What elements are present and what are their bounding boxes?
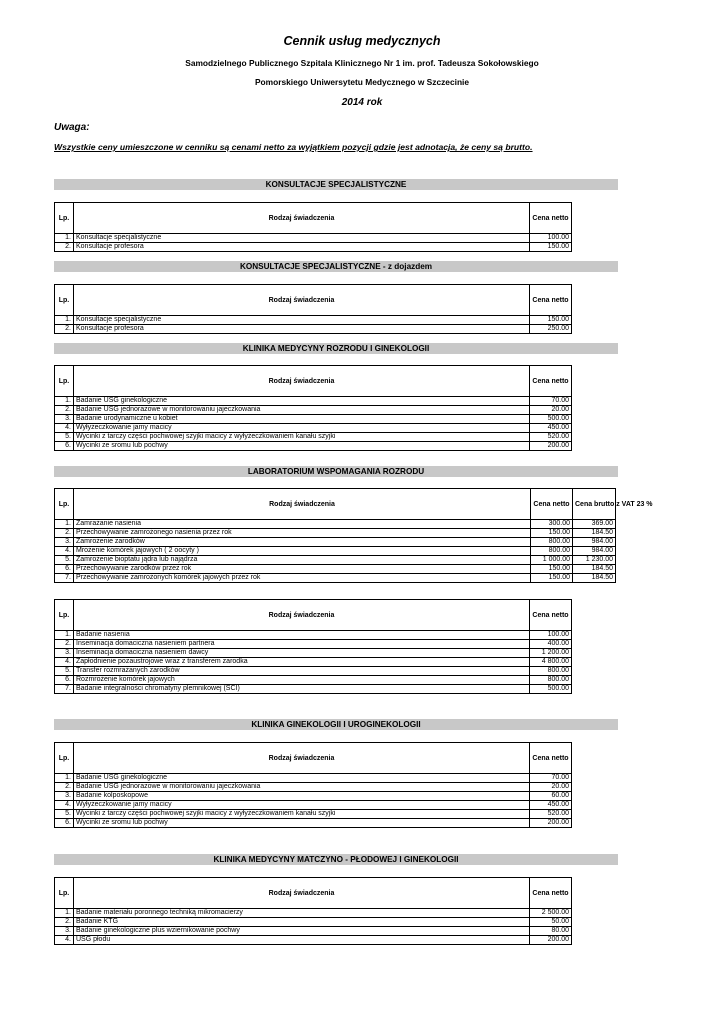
column-header-brutto: Cena brutto z VAT 23 %	[573, 489, 616, 520]
table-row	[55, 658, 572, 667]
row-number: 7.	[55, 574, 74, 583]
table-row	[55, 774, 572, 783]
row-number: 2.	[55, 406, 74, 415]
service-name: Przechowywanie zamrożonego nasienia przez rok	[74, 529, 531, 538]
service-name: Zamrażanie nasienia	[74, 520, 531, 529]
service-name: Wycinki z tarczy części pochwowej szyjki macicy z wyłyżeczkowaniem kanału szyjki	[74, 810, 530, 819]
table-row	[55, 547, 616, 556]
table-row	[55, 640, 572, 649]
price-brutto: 1 230.00	[573, 556, 616, 565]
hospital-name-line1: Samodzielnego Publicznego Szpitala Klinicznego Nr 1 im. prof. Tadeusza Sokołowskiego	[185, 58, 539, 68]
row-number: 6.	[55, 565, 74, 574]
table-row	[55, 936, 572, 945]
price-netto: 100.00	[530, 631, 572, 640]
table-row	[55, 243, 572, 252]
document-title: Cennik usług medycznych	[283, 34, 441, 48]
table-row	[55, 649, 572, 658]
service-name: Wycinki ze sromu lub pochwy	[74, 819, 530, 828]
column-header-lp: Lp.	[55, 366, 74, 397]
service-name: Zamrożenie bioptatu jądra lub najądrza	[74, 556, 531, 565]
service-name: Mrożenie komórek jajowych ( 2 oocyty )	[74, 547, 531, 556]
price-netto: 300.00	[531, 520, 573, 529]
row-number: 1.	[55, 909, 74, 918]
table-row	[55, 529, 616, 538]
price-table	[54, 599, 572, 694]
table-row	[55, 234, 572, 243]
table-row	[55, 667, 572, 676]
row-number: 6.	[55, 819, 74, 828]
row-number: 3.	[55, 415, 74, 424]
service-name: Inseminacja domaciczna nasieniem partnera	[74, 640, 530, 649]
table-header-row	[55, 743, 572, 774]
service-name: Badanie integralności chromatyny plemnikowej (SCI)	[74, 685, 530, 694]
price-netto: 20.00	[530, 406, 572, 415]
service-name: Konsultacje profesora	[74, 325, 530, 334]
service-name: Badanie USG jednorazowe w monitorowaniu jajeczkowania	[74, 406, 530, 415]
table-row	[55, 685, 572, 694]
row-number: 1.	[55, 316, 74, 325]
table-row	[55, 424, 572, 433]
service-name: Badanie KTG	[74, 918, 530, 927]
row-number: 4.	[55, 424, 74, 433]
column-header-netto: Cena netto	[531, 489, 573, 520]
service-name: Badanie USG jednorazowe w monitorowaniu jajeczkowania	[74, 783, 530, 792]
price-brutto: 984.00	[573, 538, 616, 547]
row-number: 2.	[55, 783, 74, 792]
service-name: Wyłyżeczkowanie jamy macicy	[74, 424, 530, 433]
column-header-lp: Lp.	[55, 743, 74, 774]
table-header-row	[55, 600, 572, 631]
service-name: Badanie ginekologiczne plus wziernikowanie pochwy	[74, 927, 530, 936]
table-row	[55, 792, 572, 801]
row-number: 5.	[55, 433, 74, 442]
price-netto: 520.00	[530, 433, 572, 442]
price-netto: 50.00	[530, 918, 572, 927]
price-netto: 100.00	[530, 234, 572, 243]
row-number: 1.	[55, 774, 74, 783]
row-number: 6.	[55, 676, 74, 685]
price-netto: 60.00	[530, 792, 572, 801]
row-number: 1.	[55, 234, 74, 243]
service-name: Zamrożenie zarodków	[74, 538, 531, 547]
price-netto: 150.00	[531, 529, 573, 538]
row-number: 4.	[55, 936, 74, 945]
price-netto: 520.00	[530, 810, 572, 819]
price-netto: 400.00	[530, 640, 572, 649]
hospital-name-line2: Pomorskiego Uniwersytetu Medycznego w Szczecinie	[254, 77, 470, 87]
table-header-row	[55, 878, 572, 909]
column-header-netto: Cena netto	[530, 203, 572, 234]
table-header-row	[55, 203, 572, 234]
service-name: Wyłyżeczkowanie jamy macicy	[74, 801, 530, 810]
service-name: Zapłodnienie pozaustrojowe wraz z transferem zarodka	[74, 658, 530, 667]
section-header: KLINIKA GINEKOLOGII I UROGINEKOLOGII	[54, 719, 618, 730]
table-row	[55, 316, 572, 325]
price-table	[54, 742, 572, 828]
price-netto: 1 200.00	[530, 649, 572, 658]
price-netto: 200.00	[530, 936, 572, 945]
price-netto: 70.00	[530, 397, 572, 406]
row-number: 4.	[55, 801, 74, 810]
price-netto: 80.00	[530, 927, 572, 936]
price-netto: 150.00	[531, 565, 573, 574]
row-number: 3.	[55, 792, 74, 801]
table-header-row	[55, 366, 572, 397]
price-table	[54, 877, 572, 945]
table-row	[55, 565, 616, 574]
table-row	[55, 406, 572, 415]
uwaga-label: Uwaga:	[54, 122, 90, 133]
row-number: 2.	[55, 325, 74, 334]
price-netto: 800.00	[530, 667, 572, 676]
row-number: 3.	[55, 538, 74, 547]
table-row	[55, 909, 572, 918]
service-name: Badanie nasienia	[74, 631, 530, 640]
service-name: Rozmrożenie komórek jajowych	[74, 676, 530, 685]
price-netto: 250.00	[530, 325, 572, 334]
price-netto: 200.00	[530, 442, 572, 451]
row-number: 4.	[55, 658, 74, 667]
service-name: Badanie materiału poronnego techniką mikromacierzy	[74, 909, 530, 918]
price-brutto: 369.00	[573, 520, 616, 529]
price-netto: 70.00	[530, 774, 572, 783]
price-brutto: 184.50	[573, 574, 616, 583]
row-number: 1.	[55, 520, 74, 529]
column-header-service: Rodzaj świadczenia	[74, 285, 530, 316]
section-header: LABORATORIUM WSPOMAGANIA ROZRODU	[54, 466, 618, 477]
table-row	[55, 325, 572, 334]
table-row	[55, 433, 572, 442]
price-netto: 20.00	[530, 783, 572, 792]
service-name: Badanie USG ginekologiczne	[74, 774, 530, 783]
service-name: Konsultacje specjalistyczne	[74, 234, 530, 243]
row-number: 7.	[55, 685, 74, 694]
table-header-row	[55, 285, 572, 316]
table-row	[55, 538, 616, 547]
service-name: Konsultacje profesora	[74, 243, 530, 252]
table-row	[55, 810, 572, 819]
table-row	[55, 556, 616, 565]
column-header-netto: Cena netto	[530, 743, 572, 774]
row-number: 3.	[55, 649, 74, 658]
table-row	[55, 819, 572, 828]
row-number: 3.	[55, 927, 74, 936]
price-netto: 500.00	[530, 685, 572, 694]
column-header-lp: Lp.	[55, 600, 74, 631]
table-row	[55, 631, 572, 640]
price-netto: 150.00	[530, 243, 572, 252]
table-row	[55, 442, 572, 451]
row-number: 2.	[55, 529, 74, 538]
vat-note: Wszystkie ceny umieszczone w cenniku są cenami netto za wyjątkiem pozycji gdzie jest adnotacja, że ceny są brutto.	[54, 142, 533, 152]
price-netto: 800.00	[530, 676, 572, 685]
service-name: Wycinki ze sromu lub pochwy	[74, 442, 530, 451]
service-name: Badanie urodynamiczne u kobiet	[74, 415, 530, 424]
row-number: 1.	[55, 397, 74, 406]
price-netto: 150.00	[531, 574, 573, 583]
table-row	[55, 927, 572, 936]
price-netto: 200.00	[530, 819, 572, 828]
service-name: USG płodu	[74, 936, 530, 945]
price-table	[54, 365, 572, 451]
row-number: 5.	[55, 667, 74, 676]
column-header-service: Rodzaj świadczenia	[74, 743, 530, 774]
row-number: 1.	[55, 631, 74, 640]
row-number: 2.	[55, 243, 74, 252]
column-header-service: Rodzaj świadczenia	[74, 878, 530, 909]
price-brutto: 184.50	[573, 565, 616, 574]
price-netto: 800.00	[531, 538, 573, 547]
price-netto: 450.00	[530, 424, 572, 433]
table-row	[55, 801, 572, 810]
column-header-netto: Cena netto	[530, 878, 572, 909]
column-header-netto: Cena netto	[530, 600, 572, 631]
table-row	[55, 520, 616, 529]
service-name: Inseminacja domaciczna nasieniem dawcy	[74, 649, 530, 658]
table-row	[55, 918, 572, 927]
price-brutto: 184.50	[573, 529, 616, 538]
column-header-lp: Lp.	[55, 489, 74, 520]
row-number: 5.	[55, 556, 74, 565]
column-header-netto: Cena netto	[530, 285, 572, 316]
price-table	[54, 284, 572, 334]
section-header: KLINIKA MEDYCYNY ROZRODU I GINEKOLOGII	[54, 343, 618, 354]
service-name: Badanie USG ginekologiczne	[74, 397, 530, 406]
year-label: 2014 rok	[341, 97, 383, 108]
section-header: KONSULTACJE SPECJALISTYCZNE - z dojazdem	[54, 261, 618, 272]
service-name: Transfer rozmrażanych zarodków	[74, 667, 530, 676]
service-name: Wycinki z tarczy części pochwowej szyjki macicy z wyłyżeczkowaniem kanału szyjki	[74, 433, 530, 442]
service-name: Konsultacje specjalistyczne	[74, 316, 530, 325]
service-name: Przechowywanie zamrożonych komórek jajowych przez rok	[74, 574, 531, 583]
price-netto: 450.00	[530, 801, 572, 810]
row-number: 6.	[55, 442, 74, 451]
service-name: Badanie kolposkopowe	[74, 792, 530, 801]
column-header-service: Rodzaj świadczenia	[74, 366, 530, 397]
price-netto: 800.00	[531, 547, 573, 556]
row-number: 5.	[55, 810, 74, 819]
price-netto: 150.00	[530, 316, 572, 325]
table-row	[55, 574, 616, 583]
column-header-lp: Lp.	[55, 878, 74, 909]
column-header-lp: Lp.	[55, 285, 74, 316]
table-row	[55, 676, 572, 685]
price-table	[54, 488, 653, 583]
column-header-service: Rodzaj świadczenia	[74, 489, 531, 520]
price-netto: 500.00	[530, 415, 572, 424]
row-number: 2.	[55, 640, 74, 649]
table-row	[55, 397, 572, 406]
price-table	[54, 202, 572, 252]
price-netto: 1 000.00	[531, 556, 573, 565]
section-header: KLINIKA MEDYCYNY MATCZYNO - PŁODOWEJ I GINEKOLOGII	[54, 854, 618, 865]
column-header-service: Rodzaj świadczenia	[74, 203, 530, 234]
column-header-service: Rodzaj świadczenia	[74, 600, 530, 631]
price-brutto: 984.00	[573, 547, 616, 556]
row-number: 4.	[55, 547, 74, 556]
price-netto: 4 800.00	[530, 658, 572, 667]
column-header-netto: Cena netto	[530, 366, 572, 397]
section-header: KONSULTACJE SPECJALISTYCZNE	[54, 179, 618, 190]
row-number: 2.	[55, 918, 74, 927]
price-netto: 2 500.00	[530, 909, 572, 918]
column-header-lp: Lp.	[55, 203, 74, 234]
table-row	[55, 415, 572, 424]
table-row	[55, 783, 572, 792]
service-name: Przechowywanie zarodków przez rok	[74, 565, 531, 574]
table-header-row	[55, 489, 616, 520]
